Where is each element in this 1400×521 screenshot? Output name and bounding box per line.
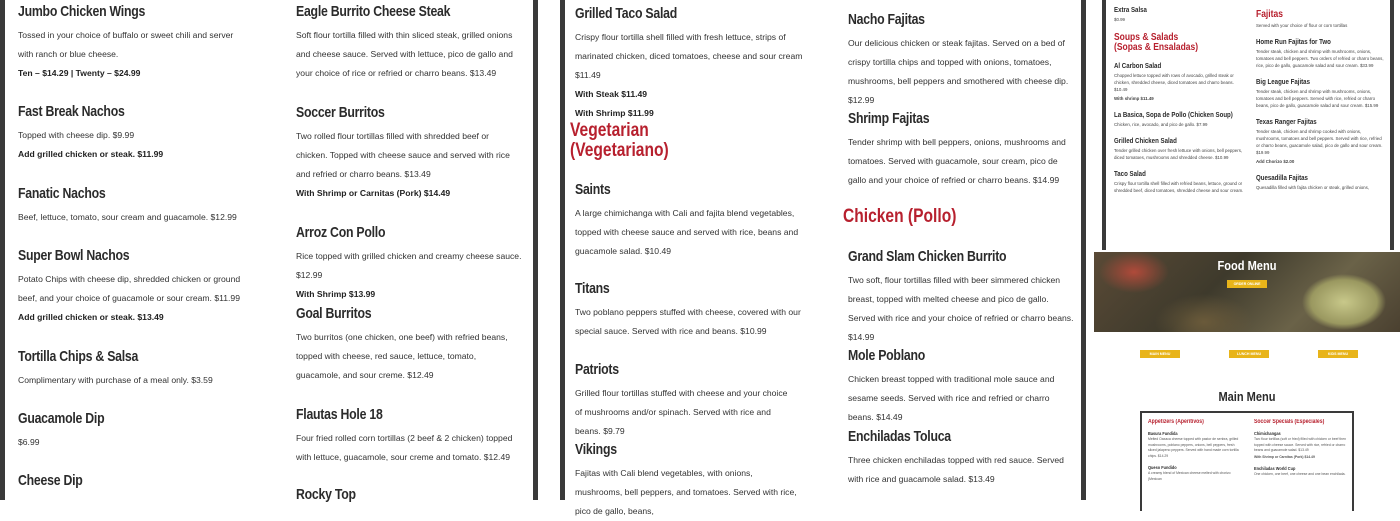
mini-item-desc: Chopped lettuce topped with rows of avocado, grilled steak or chicken, shredded cheese, diced tomatoes and charro beans. $10.49 (1114, 73, 1234, 92)
thumb-item-desc: A creamy blend of Mexican cheese melted with chorizo (Mexican (1148, 471, 1231, 481)
menu-item (18, 184, 237, 227)
menu-item (296, 405, 521, 467)
menu-page-appetizers (0, 0, 538, 503)
mini-column-right (1256, 0, 1386, 191)
mini-item-desc: Crispy flour tortilla shell filled with refried beans, lettuce, ground or shredded beef, diced tomatoes, shredded cheese and sour cream. (1114, 181, 1244, 193)
mini-item-desc: Tender steak, chicken and shrimp with mushrooms, onions, tomatoes and bell peppers. Two orders of refried or charro beans, rice, pico de gallo, guacamole salad and sour cream. $33.99 (1256, 49, 1384, 68)
mini-item-price: $0.99 (1114, 17, 1125, 22)
mini-item-name: Al Carbon Salad (1114, 61, 1162, 70)
mini-section-subtitle: Served with your choice of flour or corn tortillas (1256, 23, 1348, 28)
menu-item-addon: With Shrimp or Carnitas (Pork) $14.49 (296, 188, 451, 198)
menu-item-desc: Soft flour tortilla filled with thin sliced steak, grilled onions and cheese sauce. Served with lettuce, pico de gallo and your choice of rice or refried or charro beans. $13.49 (296, 30, 513, 78)
menu-item-addon: With Shrimp $11.99 (575, 108, 654, 118)
menu-item-name: Fanatic Nachos (18, 185, 106, 202)
menu-item-name: Cheese Dip (18, 472, 83, 489)
lunch-menu-button[interactable]: LUNCH MENU (1229, 350, 1269, 358)
menu-item-name: Goal Burritos (296, 305, 372, 322)
main-menu-thumbnail[interactable] (1140, 411, 1354, 511)
mini-item-desc: Quesadilla filled with fajita chicken or steak, grilled onions, (1256, 185, 1369, 190)
menu-item-desc: Four fried rolled corn tortillas (2 beef & 2 chicken) topped with lettuce, guacamole, sour creme and tomato. $12.49 (296, 433, 513, 462)
menu-item (575, 180, 805, 261)
menu-item (848, 346, 1063, 427)
menu-item-desc: Our delicious chicken or steak fajitas. Served on a bed of crispy tortilla chips and topped with onions, tomatoes, mushrooms, bell peppers and smothered with cheese dip. $12.99 (848, 38, 1069, 105)
mini-section-soups-es: (Sopas & Ensaladas) (1114, 42, 1199, 53)
hero-food-image (1094, 252, 1400, 332)
mini-item-name: Quesadilla Fajitas (1256, 173, 1308, 182)
mini-item-addon: Add Chorizo $2.00 (1256, 159, 1295, 164)
mini-item-desc: Tender steak, chicken and shrimp with mushrooms, onions, tomatoes and bell peppers. Served with rice, refried or charro beans, pico de gallo, guacamole salad and sour cream. $15.99 (1256, 89, 1379, 108)
menu-item-name: Shrimp Fajitas (848, 110, 930, 127)
menu-item-name: Eagle Burrito Cheese Steak (296, 3, 451, 20)
mini-item-desc: Chicken, rice, avocado, and pico de gallo. $7.99 (1114, 122, 1208, 127)
menu-item-price: Ten – $14.29 | Twenty – $24.99 (18, 68, 141, 78)
mini-item-name: La Basica, Sopa de Pollo (Chicken Soup) (1114, 110, 1233, 119)
menu-item-name: Soccer Burritos (296, 104, 385, 121)
thumb-item-desc: One chicken, one beef, one cheese and one bean enchilada. (1254, 472, 1346, 476)
menu-item-name: Arroz Con Pollo (296, 224, 386, 241)
kids-menu-button[interactable]: KIDS MENU (1318, 350, 1358, 358)
menu-item-desc: Grilled flour tortillas stuffed with cheese and your choice of mushrooms and/or spinach. Served with rice and beans. $9.79 (575, 388, 788, 436)
menu-item (575, 4, 803, 123)
menu-item-name: Grand Slam Chicken Burrito (848, 248, 1007, 265)
menu-item-addon: Add grilled chicken or steak. $13.49 (18, 312, 164, 322)
menu-item-name: Guacamole Dip (18, 410, 105, 427)
menu-item-desc: Two burritos (one chicken, one beef) with refried beans, topped with cheese, red sauce, lettuce, tomato, guacamole, and sour creme. $12.49 (296, 332, 508, 380)
menu-item-name: Fast Break Nachos (18, 103, 125, 120)
menu-item (848, 109, 1073, 190)
mini-item-desc: Tender grilled chicken over fresh lettuce with onions, bell peppers, diced tomatoes, mushrooms and shredded cheese. $10.99 (1114, 148, 1243, 160)
menu-item (18, 409, 123, 452)
menu-item-desc: Fajitas with Cali blend vegetables, with onions, mushrooms, bell peppers, and tomatoes. Served with rice, pico de gallo, beans, (575, 468, 797, 516)
menu-item (296, 304, 516, 385)
thumb-item-desc: Melted Oaxaca cheese topped with pastor de senbra, grilled mushrooms, poblano peppers, onions, bell peppers, fresh sliced jalapeno peppers. Served with hand made corn tortilla chips. $14.29 (1148, 437, 1239, 458)
menu-item-addon: With Steak $11.49 (575, 89, 648, 99)
menu-item-desc: A large chimichanga with Cali and fajita blend vegetables, topped with cheese sauce and served with rice, beans and guacamole salad. $10.49 (575, 208, 799, 256)
menu-item (18, 246, 243, 327)
thumb-item-desc: Two flour tortillas (soft or fried) filled with chicken or beef then topped with cheese sauce. Served with rice, refried or charro beans and guacamole salad. $13.49 (1254, 437, 1346, 452)
thumb-item-name: Chimichangas (1254, 431, 1281, 436)
menu-item (296, 223, 532, 304)
menu-item (18, 471, 97, 491)
menu-item (296, 2, 526, 83)
mini-item-name: Grilled Chicken Salad (1114, 136, 1177, 145)
main-menu-button[interactable]: MAIN MENU (1140, 350, 1180, 358)
menu-item-desc: Two poblano peppers stuffed with cheese, covered with our special sauce. Served with rice and beans. $10.99 (575, 307, 801, 336)
menu-item-name: Flautas Hole 18 (296, 406, 383, 423)
menu-item-desc: Topped with cheese dip. $9.99 (18, 130, 135, 140)
menu-item-name: Super Bowl Nachos (18, 247, 130, 264)
menu-item-desc: Chicken breast topped with traditional mole sauce and sesame seeds. Served with rice and refried or charro beans. $14.49 (848, 374, 1055, 422)
section-heading-chicken: Chicken (Pollo) (843, 206, 957, 227)
menu-item-desc: Tossed in your choice of buffalo or sweet chili and server with ranch or blue cheese. (18, 30, 234, 59)
mini-column-left (1114, 0, 1244, 194)
menu-item (18, 102, 163, 164)
menu-item-desc: Two rolled flour tortillas filled with shredded beef or chicken. Topped with cheese sauce and served with rice and refried or charro beans. $13.49 (296, 131, 510, 179)
mini-item-name: Extra Salsa (1114, 5, 1147, 14)
main-menu-heading: Main Menu (1218, 389, 1276, 404)
mini-item-name: Taco Salad (1114, 169, 1146, 178)
order-online-button[interactable]: ORDER ONLINE (1227, 280, 1267, 288)
menu-item (296, 103, 511, 203)
mini-section-fajitas: Fajitas (1256, 9, 1283, 20)
menu-item (296, 485, 369, 505)
thumb-item-addon: With Shrimp or Carnitas (Pork) $14.49 (1254, 454, 1315, 459)
page-gap (538, 0, 560, 500)
menu-item-addon: Add grilled chicken or steak. $11.99 (18, 149, 164, 159)
menu-item-addon: With Shrimp $13.99 (296, 289, 376, 299)
menu-item (18, 2, 248, 83)
menu-item-desc: Tender shrimp with bell peppers, onions, mushrooms and tomatoes. Served with guacamole, sour cream, pico de gallo and your choice of refried or charro beans. $14.99 (848, 137, 1066, 185)
mini-item-addon: With shrimp $11.49 (1114, 96, 1154, 101)
menu-item (848, 10, 1073, 110)
hero-title: Food Menu (1217, 258, 1277, 273)
mini-item-desc: Tender steak, chicken and shrimp cooked with onions, mushrooms, tomatoes and bell peppers. Served with rice, refried or charro beans, guacamole salad, pico de gallo and sour cream. $19.99 (1256, 129, 1383, 155)
menu-item-name: Jumbo Chicken Wings (18, 3, 146, 20)
menu-item-name: Mole Poblano (848, 347, 926, 364)
thumb-section-soccer-specials: Soccer Specials (Especiales) (1254, 419, 1325, 425)
menu-item-desc: Crispy flour tortilla shell filled with fresh lettuce, strips of marinated chicken, diced tomatoes, cheese and sour cream $11.49 (575, 32, 803, 80)
menu-item-name: Nacho Fajitas (848, 11, 925, 28)
mini-item-name: Big League Fajitas (1256, 77, 1310, 86)
section-heading-vegetarian-es: (Vegetariano) (570, 140, 669, 161)
thumb-section-appetizers: Appetizers (Aperitivos) (1148, 419, 1204, 425)
menu-item-name: Tortilla Chips & Salsa (18, 348, 139, 365)
mini-section-soups: Soups & Salads (1114, 32, 1179, 43)
menu-item-desc: Beef, lettuce, tomato, sour cream and guacamole. $12.99 (18, 212, 237, 222)
menu-item-desc: $6.99 (18, 437, 40, 447)
menu-item (18, 347, 213, 390)
menu-item-name: Patriots (575, 361, 619, 378)
menu-item-desc: Potato Chips with cheese dip, shredded chicken or ground beef, and your choice of guacamole or sour cream. $11.99 (18, 274, 241, 303)
menu-item-name: Saints (575, 181, 611, 198)
menu-item-name: Vikings (575, 441, 617, 458)
menu-item-desc: Complimentary with purchase of a meal only. $3.59 (18, 375, 213, 385)
thumb-column-left (1148, 419, 1243, 482)
menu-item-desc: Three chicken enchiladas topped with red sauce. Served with rice and guacamole salad. $13.49 (848, 455, 1064, 484)
menu-item-name: Enchiladas Toluca (848, 428, 951, 445)
menu-website-preview (1094, 0, 1400, 500)
menu-item-name: Titans (575, 280, 610, 297)
menu-item (575, 360, 795, 441)
thumb-item-name: Basura Fundida (1148, 431, 1178, 436)
menu-item (848, 427, 1073, 489)
thumb-column-right (1254, 419, 1349, 478)
mini-item-name: Texas Ranger Fajitas (1256, 117, 1317, 126)
section-heading-vegetarian: Vegetarian (570, 120, 649, 141)
menu-item (575, 279, 807, 341)
mini-menu-page (1102, 0, 1394, 250)
thumb-item-name: Enchiladas World Cup (1254, 466, 1296, 471)
menu-item-name: Grilled Taco Salad (575, 5, 677, 22)
mini-item-name: Home Run Fajitas for Two (1256, 37, 1331, 46)
thumb-item-name: Queso Fundido (1148, 465, 1177, 470)
menu-item-desc: Two soft, flour tortillas filled with beer simmered chicken breast, topped with melted cheese and pico de gallo. Served with rice and your choice of refried or charro beans. $14.99 (848, 275, 1074, 342)
menu-item (575, 440, 800, 521)
menu-item-name: Rocky Top (296, 486, 356, 503)
menu-item (848, 247, 1076, 347)
menu-item-desc: Rice topped with grilled chicken and creamy cheese sauce. $12.99 (296, 251, 522, 280)
menu-page-entrees (560, 0, 1086, 516)
